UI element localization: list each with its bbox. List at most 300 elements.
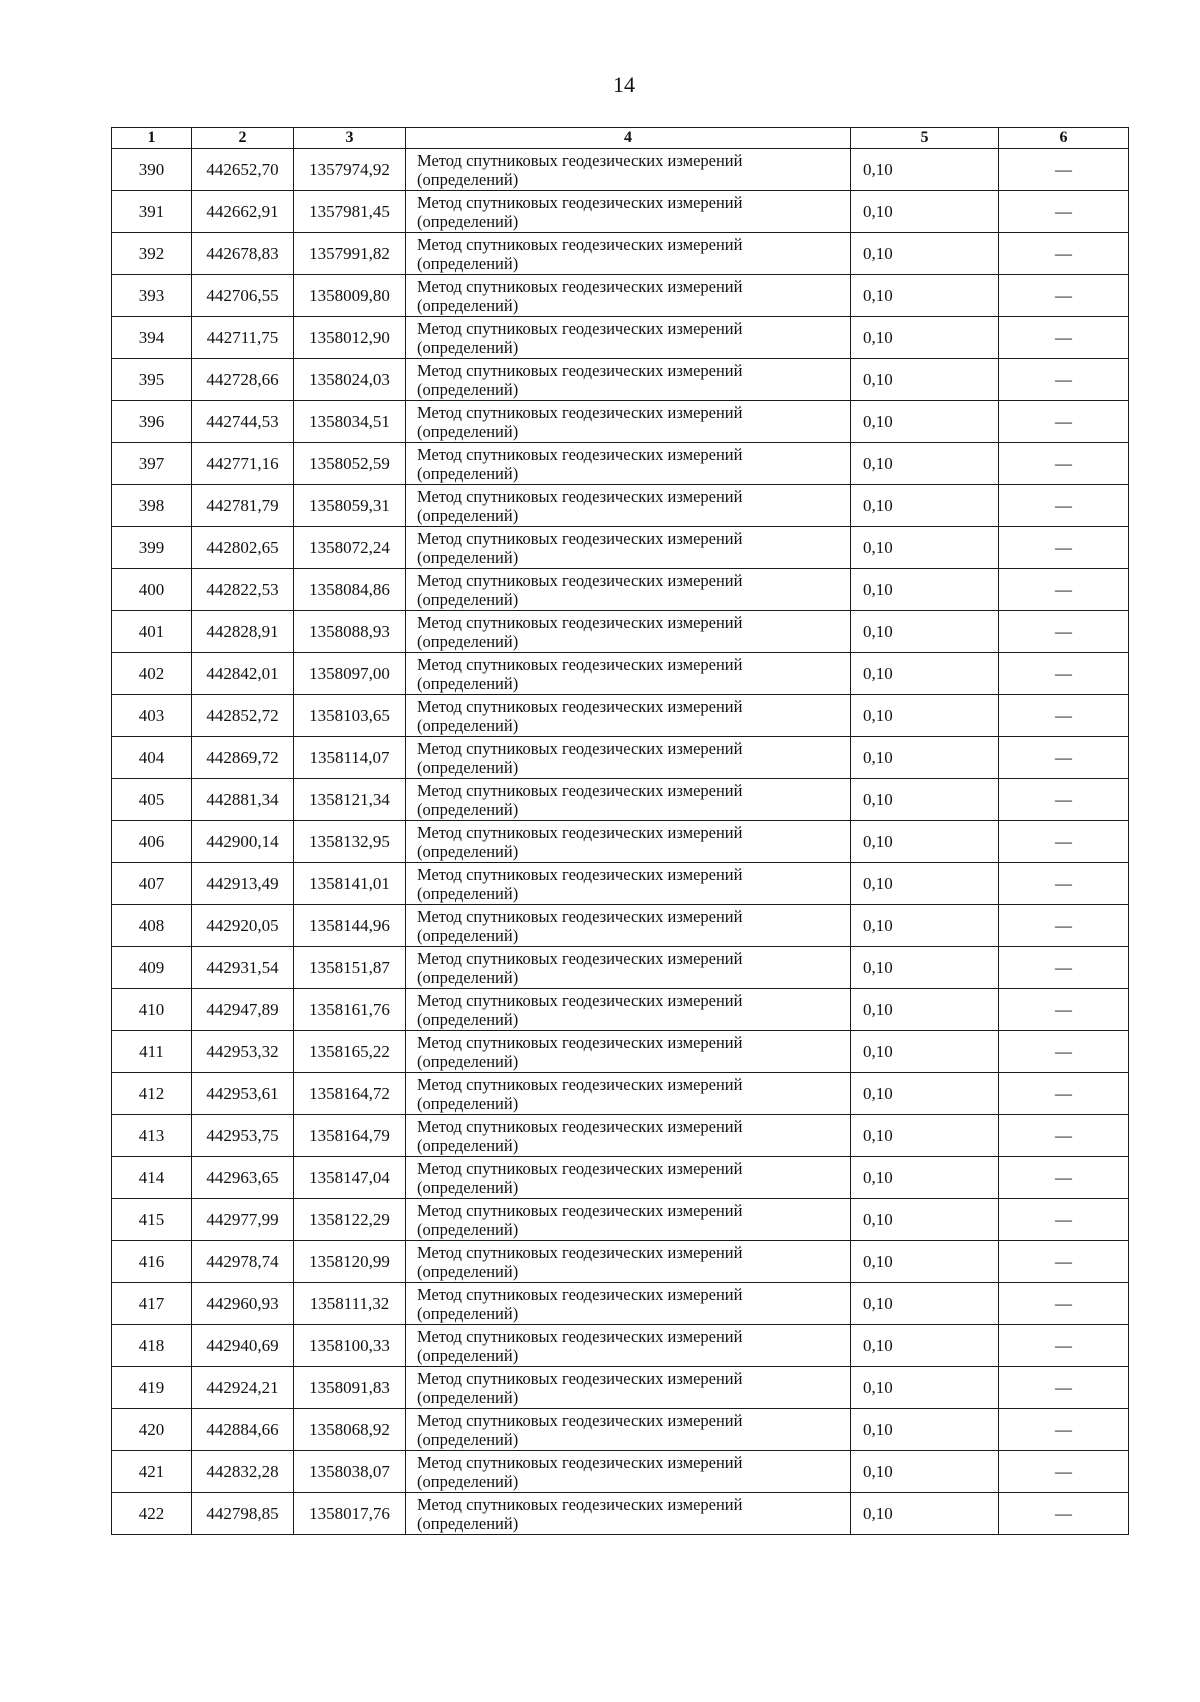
coordinate-x-cell: 442832,28	[192, 1451, 294, 1493]
accuracy-cell: 0,10	[851, 1073, 999, 1115]
point-number-cell: 417	[112, 1283, 192, 1325]
description-dash-cell: —	[999, 947, 1129, 989]
method-text-line1: Метод спутниковых геодезических измерений	[417, 276, 743, 296]
description-dash-cell: —	[999, 443, 1129, 485]
point-number-cell: 413	[112, 1115, 192, 1157]
method-cell	[406, 695, 851, 737]
accuracy-cell: 0,10	[851, 443, 999, 485]
table-header	[112, 128, 1129, 149]
coordinate-y-cell: 1358084,86	[294, 569, 406, 611]
description-dash-cell: —	[999, 191, 1129, 233]
coordinate-y-cell: 1358097,00	[294, 653, 406, 695]
accuracy-cell: 0,10	[851, 821, 999, 863]
method-text-line1: Метод спутниковых геодезических измерений	[417, 444, 743, 464]
method-text-line1: Метод спутниковых геодезических измерений	[417, 570, 743, 590]
description-dash-cell: —	[999, 317, 1129, 359]
method-text-line2: (определений)	[417, 1471, 519, 1491]
coordinate-y-cell: 1358009,80	[294, 275, 406, 317]
description-dash-cell: —	[999, 569, 1129, 611]
method-text-line1: Метод спутниковых геодезических измерений	[417, 654, 743, 674]
coordinate-y-cell: 1358068,92	[294, 1409, 406, 1451]
coordinate-x-cell: 442828,91	[192, 611, 294, 653]
method-text-line2: (определений)	[417, 421, 519, 441]
description-dash-cell: —	[999, 527, 1129, 569]
coordinate-y-cell: 1358122,29	[294, 1199, 406, 1241]
point-number-cell: 393	[112, 275, 192, 317]
method-cell	[406, 1367, 851, 1409]
description-dash-cell: —	[999, 1325, 1129, 1367]
table-row	[112, 485, 1129, 527]
method-text-line2: (определений)	[417, 631, 519, 651]
column-header-5: 5	[851, 128, 999, 149]
method-cell	[406, 989, 851, 1031]
accuracy-cell: 0,10	[851, 1199, 999, 1241]
coordinate-y-cell: 1358017,76	[294, 1493, 406, 1535]
method-text-line2: (определений)	[417, 211, 519, 231]
coordinate-x-cell: 442711,75	[192, 317, 294, 359]
method-cell	[406, 1031, 851, 1073]
description-dash-cell: —	[999, 821, 1129, 863]
page-number: 14	[613, 72, 635, 97]
method-text-line2: (определений)	[417, 379, 519, 399]
accuracy-cell: 0,10	[851, 1157, 999, 1199]
table-row	[112, 863, 1129, 905]
coordinate-x-cell: 442924,21	[192, 1367, 294, 1409]
accuracy-cell: 0,10	[851, 1325, 999, 1367]
accuracy-cell: 0,10	[851, 1115, 999, 1157]
method-cell	[406, 317, 851, 359]
description-dash-cell: —	[999, 1367, 1129, 1409]
method-text-line1: Метод спутниковых геодезических измерений	[417, 1284, 743, 1304]
method-cell	[406, 1325, 851, 1367]
coordinate-x-cell: 442852,72	[192, 695, 294, 737]
point-number-cell: 409	[112, 947, 192, 989]
method-cell	[406, 905, 851, 947]
coordinates-table	[111, 127, 1129, 1535]
method-text-line2: (определений)	[417, 883, 519, 903]
description-dash-cell: —	[999, 1241, 1129, 1283]
coordinate-y-cell: 1357991,82	[294, 233, 406, 275]
table-row	[112, 233, 1129, 275]
coordinate-x-cell: 442802,65	[192, 527, 294, 569]
method-text-line1: Метод спутниковых геодезических измерений	[417, 192, 743, 212]
table-row	[112, 1493, 1129, 1535]
method-text-line1: Метод спутниковых геодезических измерений	[417, 696, 743, 716]
method-cell	[406, 275, 851, 317]
method-cell	[406, 1451, 851, 1493]
method-text-line2: (определений)	[417, 1093, 519, 1113]
accuracy-cell: 0,10	[851, 1031, 999, 1073]
column-header-2: 2	[192, 128, 294, 149]
point-number-cell: 416	[112, 1241, 192, 1283]
point-number-cell: 406	[112, 821, 192, 863]
method-cell	[406, 485, 851, 527]
method-text-line1: Метод спутниковых геодезических измерений	[417, 1452, 743, 1472]
method-cell	[406, 1073, 851, 1115]
method-text-line1: Метод спутниковых геодезических измерений	[417, 612, 743, 632]
description-dash-cell: —	[999, 359, 1129, 401]
point-number-cell: 390	[112, 149, 192, 191]
table-row	[112, 1199, 1129, 1241]
table-row	[112, 737, 1129, 779]
coordinate-x-cell: 442977,99	[192, 1199, 294, 1241]
method-text-line1: Метод спутниковых геодезических измерений	[417, 1200, 743, 1220]
method-text-line1: Метод спутниковых геодезических измерений	[417, 738, 743, 758]
coordinate-y-cell: 1358072,24	[294, 527, 406, 569]
table-row	[112, 149, 1129, 191]
table-row	[112, 527, 1129, 569]
coordinate-y-cell: 1358034,51	[294, 401, 406, 443]
table-row	[112, 359, 1129, 401]
coordinate-y-cell: 1358147,04	[294, 1157, 406, 1199]
point-number-cell: 404	[112, 737, 192, 779]
table-row	[112, 695, 1129, 737]
coordinate-y-cell: 1358164,72	[294, 1073, 406, 1115]
method-text-line2: (определений)	[417, 1429, 519, 1449]
point-number-cell: 415	[112, 1199, 192, 1241]
accuracy-cell: 0,10	[851, 485, 999, 527]
coordinate-y-cell: 1358103,65	[294, 695, 406, 737]
method-cell	[406, 1115, 851, 1157]
table-row	[112, 611, 1129, 653]
method-text-line2: (определений)	[417, 1513, 519, 1533]
method-text-line1: Метод спутниковых геодезических измерений	[417, 1158, 743, 1178]
description-dash-cell: —	[999, 989, 1129, 1031]
accuracy-cell: 0,10	[851, 989, 999, 1031]
point-number-cell: 419	[112, 1367, 192, 1409]
method-text-line1: Метод спутниковых геодезических измерений	[417, 1116, 743, 1136]
accuracy-cell: 0,10	[851, 1283, 999, 1325]
description-dash-cell: —	[999, 653, 1129, 695]
method-text-line2: (определений)	[417, 925, 519, 945]
column-header-3: 3	[294, 128, 406, 149]
method-text-line1: Метод спутниковых геодезических измерений	[417, 150, 743, 170]
coordinate-x-cell: 442953,32	[192, 1031, 294, 1073]
point-number-cell: 399	[112, 527, 192, 569]
method-text-line2: (определений)	[417, 337, 519, 357]
accuracy-cell: 0,10	[851, 947, 999, 989]
description-dash-cell: —	[999, 1157, 1129, 1199]
coordinate-x-cell: 442931,54	[192, 947, 294, 989]
method-cell	[406, 1157, 851, 1199]
method-cell	[406, 1241, 851, 1283]
coordinate-y-cell: 1358144,96	[294, 905, 406, 947]
table-row	[112, 1283, 1129, 1325]
accuracy-cell: 0,10	[851, 737, 999, 779]
coordinate-x-cell: 442706,55	[192, 275, 294, 317]
coordinate-x-cell: 442822,53	[192, 569, 294, 611]
coordinate-x-cell: 442662,91	[192, 191, 294, 233]
accuracy-cell: 0,10	[851, 1409, 999, 1451]
coordinate-y-cell: 1358038,07	[294, 1451, 406, 1493]
point-number-cell: 408	[112, 905, 192, 947]
method-text-line2: (определений)	[417, 169, 519, 189]
description-dash-cell: —	[999, 905, 1129, 947]
coordinate-y-cell: 1358164,79	[294, 1115, 406, 1157]
coordinate-x-cell: 442953,75	[192, 1115, 294, 1157]
description-dash-cell: —	[999, 401, 1129, 443]
method-text-line1: Метод спутниковых геодезических измерений	[417, 864, 743, 884]
coordinate-x-cell: 442960,93	[192, 1283, 294, 1325]
coordinate-y-cell: 1358012,90	[294, 317, 406, 359]
accuracy-cell: 0,10	[851, 1451, 999, 1493]
method-cell	[406, 611, 851, 653]
coordinate-x-cell: 442744,53	[192, 401, 294, 443]
table-row	[112, 779, 1129, 821]
table-row	[112, 317, 1129, 359]
accuracy-cell: 0,10	[851, 191, 999, 233]
table-row	[112, 275, 1129, 317]
coordinate-x-cell: 442947,89	[192, 989, 294, 1031]
method-text-line2: (определений)	[417, 547, 519, 567]
accuracy-cell: 0,10	[851, 1493, 999, 1535]
description-dash-cell: —	[999, 1283, 1129, 1325]
accuracy-cell: 0,10	[851, 1241, 999, 1283]
point-number-cell: 411	[112, 1031, 192, 1073]
coordinate-y-cell: 1358114,07	[294, 737, 406, 779]
method-text-line1: Метод спутниковых геодезических измерений	[417, 822, 743, 842]
accuracy-cell: 0,10	[851, 275, 999, 317]
coordinate-y-cell: 1358161,76	[294, 989, 406, 1031]
coordinate-y-cell: 1358121,34	[294, 779, 406, 821]
method-text-line1: Метод спутниковых геодезических измерений	[417, 1242, 743, 1262]
table-row	[112, 821, 1129, 863]
method-text-line2: (определений)	[417, 295, 519, 315]
method-text-line1: Метод спутниковых геодезических измерений	[417, 1410, 743, 1430]
table-row	[112, 905, 1129, 947]
table-row	[112, 989, 1129, 1031]
method-cell	[406, 737, 851, 779]
coordinate-x-cell: 442728,66	[192, 359, 294, 401]
point-number-cell: 398	[112, 485, 192, 527]
coordinate-y-cell: 1358091,83	[294, 1367, 406, 1409]
accuracy-cell: 0,10	[851, 401, 999, 443]
method-text-line2: (определений)	[417, 1303, 519, 1323]
method-text-line2: (определений)	[417, 1009, 519, 1029]
method-cell	[406, 527, 851, 569]
coordinate-x-cell: 442884,66	[192, 1409, 294, 1451]
point-number-cell: 401	[112, 611, 192, 653]
coordinate-y-cell: 1358024,03	[294, 359, 406, 401]
method-cell	[406, 191, 851, 233]
accuracy-cell: 0,10	[851, 779, 999, 821]
method-text-line2: (определений)	[417, 1387, 519, 1407]
point-number-cell: 397	[112, 443, 192, 485]
table-row	[112, 191, 1129, 233]
description-dash-cell: —	[999, 779, 1129, 821]
coordinate-y-cell: 1358132,95	[294, 821, 406, 863]
point-number-cell: 391	[112, 191, 192, 233]
description-dash-cell: —	[999, 1073, 1129, 1115]
column-header-4: 4	[406, 128, 851, 149]
coordinate-y-cell: 1358100,33	[294, 1325, 406, 1367]
method-cell	[406, 149, 851, 191]
method-cell	[406, 1199, 851, 1241]
coordinate-x-cell: 442940,69	[192, 1325, 294, 1367]
accuracy-cell: 0,10	[851, 527, 999, 569]
method-cell	[406, 1283, 851, 1325]
method-text-line2: (определений)	[417, 715, 519, 735]
coordinate-x-cell: 442652,70	[192, 149, 294, 191]
point-number-cell: 418	[112, 1325, 192, 1367]
coordinate-y-cell: 1358059,31	[294, 485, 406, 527]
table-row	[112, 1115, 1129, 1157]
description-dash-cell: —	[999, 233, 1129, 275]
point-number-cell: 394	[112, 317, 192, 359]
table-row	[112, 1241, 1129, 1283]
table-row	[112, 1157, 1129, 1199]
method-cell	[406, 821, 851, 863]
method-text-line2: (определений)	[417, 673, 519, 693]
coordinate-y-cell: 1358052,59	[294, 443, 406, 485]
coordinate-x-cell: 442842,01	[192, 653, 294, 695]
coordinate-y-cell: 1357974,92	[294, 149, 406, 191]
coordinate-y-cell: 1358088,93	[294, 611, 406, 653]
method-text-line2: (определений)	[417, 1261, 519, 1281]
method-text-line1: Метод спутниковых геодезических измерений	[417, 318, 743, 338]
accuracy-cell: 0,10	[851, 359, 999, 401]
accuracy-cell: 0,10	[851, 905, 999, 947]
point-number-cell: 412	[112, 1073, 192, 1115]
coordinate-x-cell: 442869,72	[192, 737, 294, 779]
description-dash-cell: —	[999, 1451, 1129, 1493]
description-dash-cell: —	[999, 149, 1129, 191]
table-row	[112, 401, 1129, 443]
accuracy-cell: 0,10	[851, 1367, 999, 1409]
point-number-cell: 410	[112, 989, 192, 1031]
method-cell	[406, 863, 851, 905]
table-row	[112, 1031, 1129, 1073]
column-header-1: 1	[112, 128, 192, 149]
coordinate-x-cell: 442953,61	[192, 1073, 294, 1115]
description-dash-cell: —	[999, 737, 1129, 779]
method-text-line2: (определений)	[417, 505, 519, 525]
method-cell	[406, 443, 851, 485]
description-dash-cell: —	[999, 863, 1129, 905]
table-row	[112, 1073, 1129, 1115]
coordinate-y-cell: 1358151,87	[294, 947, 406, 989]
accuracy-cell: 0,10	[851, 611, 999, 653]
table-row	[112, 1367, 1129, 1409]
method-cell	[406, 779, 851, 821]
table-row	[112, 653, 1129, 695]
method-text-line1: Метод спутниковых геодезических измерений	[417, 402, 743, 422]
table-row	[112, 443, 1129, 485]
method-cell	[406, 233, 851, 275]
method-text-line2: (определений)	[417, 589, 519, 609]
method-cell	[406, 1409, 851, 1451]
method-text-line1: Метод спутниковых геодезических измерений	[417, 486, 743, 506]
method-cell	[406, 401, 851, 443]
point-number-cell: 407	[112, 863, 192, 905]
header-row	[112, 128, 1129, 149]
method-text-line2: (определений)	[417, 799, 519, 819]
method-text-line1: Метод спутниковых геодезических измерений	[417, 1074, 743, 1094]
coordinate-y-cell: 1358111,32	[294, 1283, 406, 1325]
method-text-line2: (определений)	[417, 967, 519, 987]
point-number-cell: 396	[112, 401, 192, 443]
method-text-line2: (определений)	[417, 1051, 519, 1071]
description-dash-cell: —	[999, 1409, 1129, 1451]
coordinate-y-cell: 1358165,22	[294, 1031, 406, 1073]
method-text-line1: Метод спутниковых геодезических измерений	[417, 780, 743, 800]
method-cell	[406, 1493, 851, 1535]
method-text-line2: (определений)	[417, 841, 519, 861]
method-text-line1: Метод спутниковых геодезических измерений	[417, 234, 743, 254]
method-text-line1: Метод спутниковых геодезических измерений	[417, 990, 743, 1010]
description-dash-cell: —	[999, 1031, 1129, 1073]
description-dash-cell: —	[999, 611, 1129, 653]
point-number-cell: 402	[112, 653, 192, 695]
coordinate-x-cell: 442978,74	[192, 1241, 294, 1283]
point-number-cell: 420	[112, 1409, 192, 1451]
method-text-line1: Метод спутниковых геодезических измерений	[417, 528, 743, 548]
method-text-line1: Метод спутниковых геодезических измерений	[417, 906, 743, 926]
coordinate-x-cell: 442678,83	[192, 233, 294, 275]
table-row	[112, 1325, 1129, 1367]
method-text-line1: Метод спутниковых геодезических измерений	[417, 948, 743, 968]
method-cell	[406, 359, 851, 401]
coordinate-x-cell: 442913,49	[192, 863, 294, 905]
column-header-6: 6	[999, 128, 1129, 149]
method-text-line1: Метод спутниковых геодезических измерений	[417, 1368, 743, 1388]
method-cell	[406, 569, 851, 611]
accuracy-cell: 0,10	[851, 317, 999, 359]
point-number-cell: 392	[112, 233, 192, 275]
point-number-cell: 414	[112, 1157, 192, 1199]
point-number-cell: 422	[112, 1493, 192, 1535]
coordinate-x-cell: 442771,16	[192, 443, 294, 485]
description-dash-cell: —	[999, 1493, 1129, 1535]
accuracy-cell: 0,10	[851, 569, 999, 611]
description-dash-cell: —	[999, 1199, 1129, 1241]
coordinate-y-cell: 1358120,99	[294, 1241, 406, 1283]
table-row	[112, 1451, 1129, 1493]
method-text-line2: (определений)	[417, 1177, 519, 1197]
method-text-line2: (определений)	[417, 253, 519, 273]
coordinate-x-cell: 442920,05	[192, 905, 294, 947]
coordinate-y-cell: 1357981,45	[294, 191, 406, 233]
method-cell	[406, 947, 851, 989]
coordinate-x-cell: 442798,85	[192, 1493, 294, 1535]
point-number-cell: 395	[112, 359, 192, 401]
coordinate-x-cell: 442900,14	[192, 821, 294, 863]
method-text-line2: (определений)	[417, 463, 519, 483]
description-dash-cell: —	[999, 485, 1129, 527]
description-dash-cell: —	[999, 695, 1129, 737]
method-text-line2: (определений)	[417, 757, 519, 777]
description-dash-cell: —	[999, 1115, 1129, 1157]
point-number-cell: 405	[112, 779, 192, 821]
coordinate-y-cell: 1358141,01	[294, 863, 406, 905]
point-number-cell: 421	[112, 1451, 192, 1493]
point-number-cell: 400	[112, 569, 192, 611]
accuracy-cell: 0,10	[851, 863, 999, 905]
method-text-line1: Метод спутниковых геодезических измерений	[417, 1326, 743, 1346]
accuracy-cell: 0,10	[851, 653, 999, 695]
accuracy-cell: 0,10	[851, 695, 999, 737]
table-row	[112, 1409, 1129, 1451]
method-cell	[406, 653, 851, 695]
point-number-cell: 403	[112, 695, 192, 737]
method-text-line1: Метод спутниковых геодезических измерений	[417, 360, 743, 380]
method-text-line2: (определений)	[417, 1219, 519, 1239]
table-row	[112, 947, 1129, 989]
method-text-line2: (определений)	[417, 1345, 519, 1365]
coordinate-x-cell: 442881,34	[192, 779, 294, 821]
method-text-line1: Метод спутниковых геодезических измерений	[417, 1494, 743, 1514]
description-dash-cell: —	[999, 275, 1129, 317]
